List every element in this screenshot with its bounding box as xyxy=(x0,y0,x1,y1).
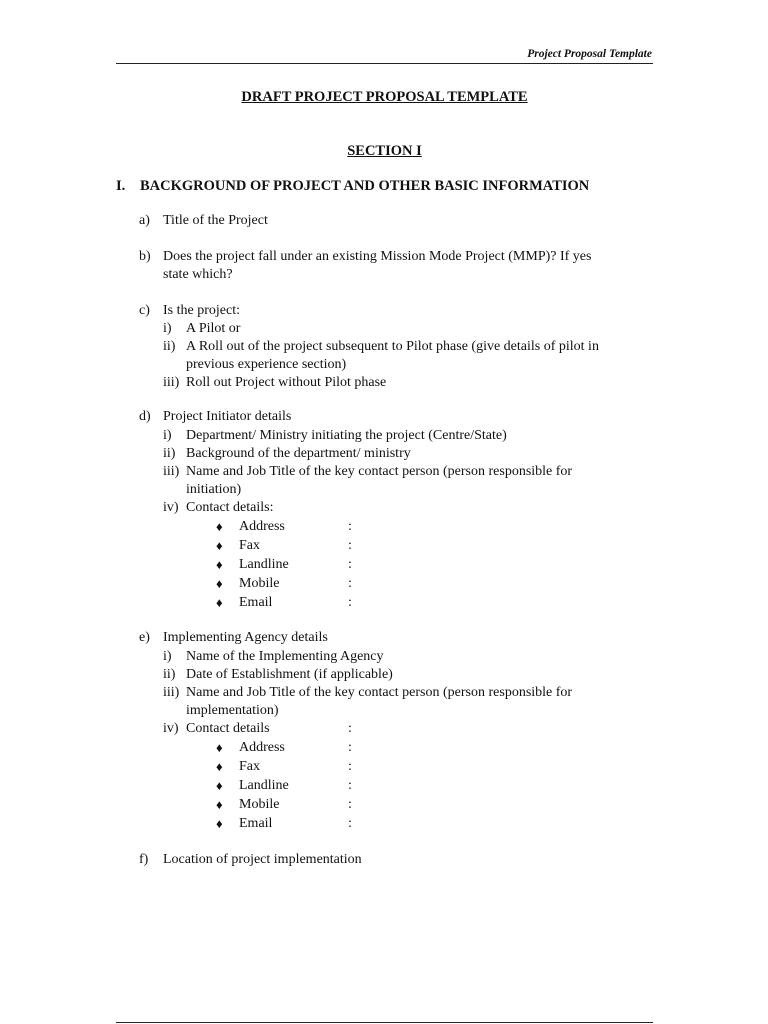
item-marker: e) xyxy=(139,630,150,645)
diamond-bullet-icon: ♦ xyxy=(216,778,223,793)
item-text-line: Does the project fall under an existing Mission Mode Project (MMP)? If yes xyxy=(163,249,592,264)
contact-field-label: Fax xyxy=(239,759,260,774)
subitem-marker: ii) xyxy=(163,339,176,354)
contact-field-label: Landline xyxy=(239,557,289,572)
contact-field-label: Address xyxy=(239,519,285,534)
part-heading xyxy=(116,177,589,195)
diamond-bullet-icon: ♦ xyxy=(216,557,223,572)
contact-field-label: Mobile xyxy=(239,576,280,591)
item-text-line: state which? xyxy=(163,267,233,282)
item-text: Location of project implementation xyxy=(163,852,362,867)
subitem-marker: iv) xyxy=(163,721,179,736)
field-separator: : xyxy=(348,797,352,812)
subitem-text-line: initiation) xyxy=(186,482,242,497)
field-separator: : xyxy=(348,576,352,591)
section-heading: SECTION I xyxy=(347,143,422,159)
header-rule xyxy=(116,63,653,64)
subitem-marker: i) xyxy=(163,321,172,336)
subitem-marker: ii) xyxy=(163,446,176,461)
item-text: Title of the Project xyxy=(163,213,268,228)
subitem-text: Date of Establishment (if applicable) xyxy=(186,667,393,682)
diamond-bullet-icon: ♦ xyxy=(216,759,223,774)
contact-field-label: Fax xyxy=(239,538,260,553)
subitem-marker: iii) xyxy=(163,464,180,479)
field-separator: : xyxy=(348,595,352,610)
field-separator: : xyxy=(348,759,352,774)
contact-field-label: Email xyxy=(239,595,273,610)
contact-field-label: Address xyxy=(239,740,285,755)
subitem-text-line: Name and Job Title of the key contact person (person responsible for xyxy=(186,685,573,700)
document-title: DRAFT PROJECT PROPOSAL TEMPLATE xyxy=(241,89,528,105)
subitem-text: Background of the department/ ministry xyxy=(186,446,411,461)
contact-field-label: Landline xyxy=(239,778,289,793)
field-separator: : xyxy=(348,778,352,793)
subitem-text-line: implementation) xyxy=(186,703,279,718)
part-number: I. xyxy=(116,178,126,194)
subitem-text: Name of the Implementing Agency xyxy=(186,649,384,664)
subitem-text: Contact details xyxy=(186,721,270,736)
field-separator: : xyxy=(348,740,352,755)
item-marker: a) xyxy=(139,213,150,228)
item-text: Project Initiator details xyxy=(163,409,292,424)
subitem-text: Contact details: xyxy=(186,500,274,515)
diamond-bullet-icon: ♦ xyxy=(216,816,223,831)
footer-rule xyxy=(116,1022,653,1023)
item-text: Implementing Agency details xyxy=(163,630,328,645)
contact-field-label: Email xyxy=(239,816,273,831)
subitem-marker: iii) xyxy=(163,375,180,390)
subitem-marker: iii) xyxy=(163,685,180,700)
contact-field-label: Mobile xyxy=(239,797,280,812)
diamond-bullet-icon: ♦ xyxy=(216,595,223,610)
field-separator: : xyxy=(348,721,352,736)
item-marker: c) xyxy=(139,303,150,318)
subitem-marker: i) xyxy=(163,649,172,664)
item-marker: f) xyxy=(139,852,149,867)
item-marker: d) xyxy=(139,409,151,424)
subitem-text: A Pilot or xyxy=(186,321,241,336)
subitem-marker: iv) xyxy=(163,500,179,515)
diamond-bullet-icon: ♦ xyxy=(216,740,223,755)
running-header: Project Proposal Template xyxy=(527,48,652,60)
subitem-text: Department/ Ministry initiating the project (Centre/State) xyxy=(186,428,507,443)
field-separator: : xyxy=(348,557,352,572)
subitem-text: Roll out Project without Pilot phase xyxy=(186,375,387,390)
item-marker: b) xyxy=(139,249,151,264)
field-separator: : xyxy=(348,519,352,534)
subitem-marker: ii) xyxy=(163,667,176,682)
subitem-text-line: A Roll out of the project subsequent to Pilot phase (give details of pilot in xyxy=(186,339,599,354)
diamond-bullet-icon: ♦ xyxy=(216,538,223,553)
part-title: BACKGROUND OF PROJECT AND OTHER BASIC INFORMATION xyxy=(140,178,590,194)
item-text: Is the project: xyxy=(163,303,240,318)
subitem-text-line: Name and Job Title of the key contact person (person responsible for xyxy=(186,464,573,479)
diamond-bullet-icon: ♦ xyxy=(216,576,223,591)
field-separator: : xyxy=(348,816,352,831)
diamond-bullet-icon: ♦ xyxy=(216,797,223,812)
field-separator: : xyxy=(348,538,352,553)
subitem-text-line: previous experience section) xyxy=(186,357,347,372)
diamond-bullet-icon: ♦ xyxy=(216,519,223,534)
subitem-marker: i) xyxy=(163,428,172,443)
